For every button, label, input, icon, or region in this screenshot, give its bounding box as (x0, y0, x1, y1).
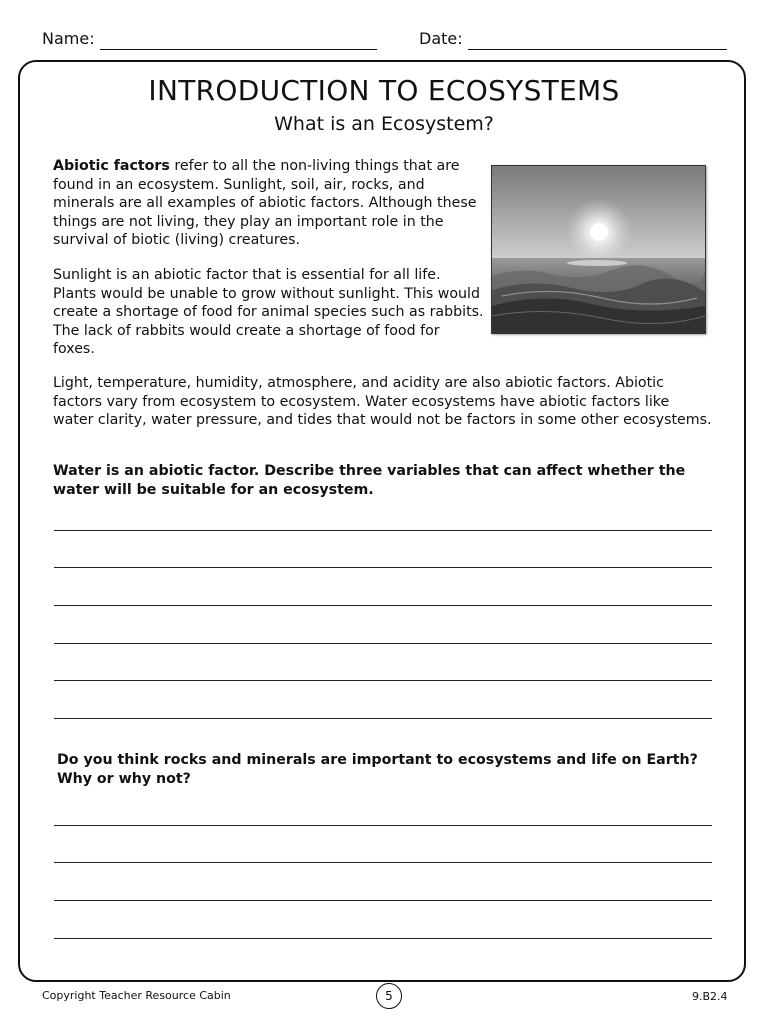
paragraph-sunlight: Sunlight is an abiotic factor that is essential for all life. Plants would be unable to grow without sunlight. This would create a shortage of food for animal species such as rabbits. The lack of rabbits would create a shortage of food for foxes. (53, 267, 484, 358)
date-blank-line[interactable] (468, 33, 727, 50)
question-water: Water is an abiotic factor. Describe three variables that can affect whether the water will be suitable for an ecosystem. (53, 463, 686, 498)
paragraph-abiotic-factors-text: refer to all the non-living things that are found in an ecosystem. Sunlight, soil, air, rocks, and minerals are all examples of abiotic factors. Although these things are not living, they play an important role in the survival of biotic (living) creatures. (53, 158, 477, 249)
answer-line[interactable] (54, 605, 712, 606)
page-number: 5 (385, 989, 393, 1003)
answer-line[interactable] (54, 530, 712, 531)
name-label: Name: (42, 29, 95, 48)
date-field[interactable] (419, 28, 727, 50)
paragraph-abiotic-examples: Light, temperature, humidity, atmosphere, and acidity are also abiotic factors. Abiotic factors vary from ecosystem to ecosystem. Water ecosystems have abiotic factors like water clarity, water pressure, and tides that would not be factors in some other ecosystems. (53, 375, 712, 429)
answer-line[interactable] (54, 680, 712, 681)
answer-line[interactable] (54, 643, 712, 644)
answer-line[interactable] (54, 862, 712, 863)
name-blank-line[interactable] (100, 33, 377, 50)
paragraph-abiotic-factors (53, 157, 485, 250)
name-field[interactable] (42, 28, 377, 50)
worksheet-title: INTRODUCTION TO ECOSYSTEMS (148, 74, 620, 107)
date-label: Date: (419, 29, 463, 48)
answer-line[interactable] (54, 718, 712, 719)
ocean-sunset-image (492, 166, 705, 333)
ocean-sunset-photo (491, 165, 706, 334)
answer-line[interactable] (54, 938, 712, 939)
standard-code: 9.B2.4 (692, 990, 728, 1003)
answer-line[interactable] (54, 900, 712, 901)
term-abiotic-factors: Abiotic factors (53, 158, 170, 174)
copyright-text: Copyright Teacher Resource Cabin (42, 989, 231, 1002)
question-rocks-minerals: Do you think rocks and minerals are important to ecosystems and life on Earth? Why or why not? (57, 752, 698, 787)
answer-line[interactable] (54, 825, 712, 826)
header-fields (42, 28, 732, 52)
page-number-badge (376, 983, 402, 1009)
answer-line[interactable] (54, 567, 712, 568)
worksheet-subtitle: What is an Ecosystem? (274, 113, 494, 135)
